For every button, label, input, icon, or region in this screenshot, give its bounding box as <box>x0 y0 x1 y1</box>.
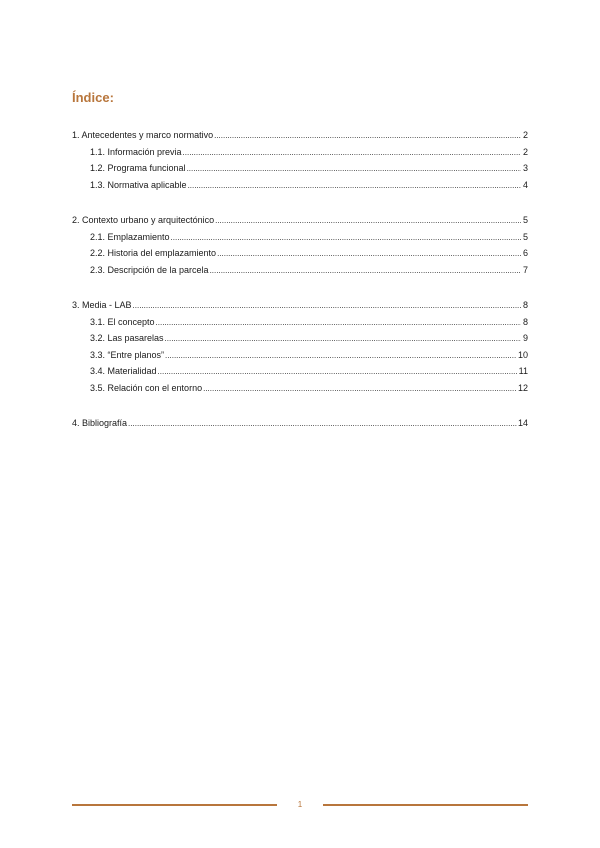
toc-entry-label: 1. Antecedentes y marco normativo <box>72 130 214 140</box>
toc-entry[interactable] <box>72 127 528 144</box>
toc-section-2 <box>72 212 528 278</box>
toc-subentry-page: 12 <box>517 382 528 393</box>
dot-leader <box>171 230 521 247</box>
toc-subentry-label: 2.3. Descripción de la parcela <box>90 264 209 275</box>
toc-subentry-page: 3 <box>522 163 528 173</box>
toc-subentry-page: 7 <box>522 264 528 275</box>
toc-subentry[interactable] <box>72 144 528 161</box>
dot-leader <box>156 315 521 332</box>
toc-entry[interactable] <box>72 297 528 314</box>
toc-subentry[interactable] <box>72 314 528 331</box>
toc-subentry[interactable] <box>72 330 528 347</box>
dot-leader <box>203 381 517 398</box>
toc-entry-page: 2 <box>522 130 528 140</box>
dot-leader <box>165 331 521 348</box>
toc-subentry-page: 8 <box>522 316 528 327</box>
toc-subentry[interactable] <box>72 262 528 279</box>
toc-subentry-page: 5 <box>522 231 528 242</box>
dot-leader <box>215 213 521 230</box>
toc-section-4 <box>72 415 528 432</box>
toc-entry-label: 3. Media - LAB <box>72 300 132 310</box>
toc-subentry-label: 3.3. “Entre planos” <box>90 349 165 360</box>
toc-subentry-page: 4 <box>522 179 528 190</box>
toc-subentry[interactable] <box>72 363 528 380</box>
toc-subentry-page: 11 <box>518 366 528 376</box>
toc-subentry-label: 3.5. Relación con el entorno <box>90 382 203 393</box>
toc-section-3 <box>72 297 528 396</box>
dot-leader <box>158 364 518 381</box>
toc-entry-page: 5 <box>522 215 528 225</box>
toc-subentry[interactable] <box>72 380 528 397</box>
toc-subentry-page: 10 <box>517 349 528 360</box>
dot-leader <box>214 128 521 145</box>
dot-leader <box>217 246 521 263</box>
toc-subentry[interactable] <box>72 177 528 194</box>
dot-leader <box>183 145 521 162</box>
toc-subentry-page: 2 <box>522 146 528 157</box>
toc-entry-page: 14 <box>517 418 528 428</box>
dot-leader <box>133 298 521 315</box>
toc-subentry-label: 3.1. El concepto <box>90 316 155 327</box>
toc-subentry-label: 3.2. Las pasarelas <box>90 333 164 343</box>
toc-entry-label: 2. Contexto urbano y arquitectónico <box>72 215 215 225</box>
toc-subentry-label: 1.1. Información previa <box>90 146 182 157</box>
toc-subentry-label: 2.1. Emplazamiento <box>90 231 170 242</box>
dot-leader <box>188 178 521 195</box>
toc-subentry-label: 1.3. Normativa aplicable <box>90 179 187 190</box>
toc-subentry[interactable] <box>72 160 528 177</box>
toc-subentry-label: 1.2. Programa funcional <box>90 163 186 173</box>
toc-subentry[interactable] <box>72 347 528 364</box>
toc-entry[interactable] <box>72 415 528 432</box>
toc-subentry-label: 2.2. Historia del emplazamiento <box>90 248 217 258</box>
page-footer <box>72 798 528 812</box>
table-of-contents <box>72 127 528 451</box>
toc-subentry-label: 3.4. Materialidad <box>90 366 157 376</box>
toc-subentry-page: 6 <box>522 248 528 258</box>
toc-section-1 <box>72 127 528 193</box>
footer-rule-right <box>323 804 528 806</box>
dot-leader <box>210 263 521 280</box>
toc-entry[interactable] <box>72 212 528 229</box>
dot-leader <box>128 416 517 433</box>
toc-entry-page: 8 <box>522 300 528 310</box>
toc-subentry[interactable] <box>72 229 528 246</box>
dot-leader <box>187 161 521 178</box>
toc-entry-label: 4. Bibliografía <box>72 418 128 428</box>
footer-page-number: 1 <box>297 800 303 809</box>
toc-subentry[interactable] <box>72 245 528 262</box>
dot-leader <box>165 348 517 365</box>
toc-title: Índice: <box>72 90 114 105</box>
toc-subentry-page: 9 <box>522 333 528 343</box>
